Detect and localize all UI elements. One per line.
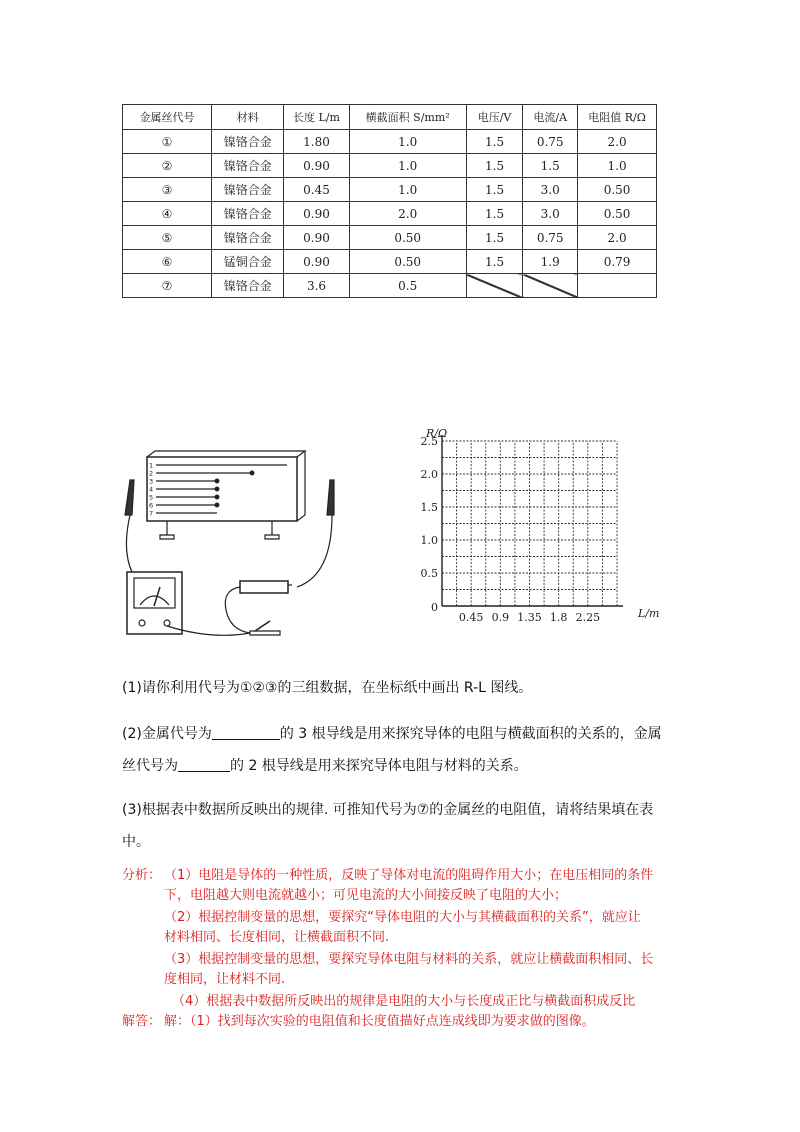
question-1	[122, 672, 682, 704]
analysis-section	[122, 866, 682, 1036]
wire-clip-to-ammeter	[126, 515, 132, 572]
board-label: 3	[149, 477, 154, 486]
wire-clip-to-battery	[297, 515, 332, 587]
x-tick-label: 1.35	[517, 611, 542, 624]
cell-area: 2.0	[349, 202, 466, 226]
x-tick-label: 1.8	[549, 611, 568, 624]
x-tick-label: 0.9	[491, 611, 510, 624]
cell-material: 镍铬合金	[212, 130, 284, 154]
cell-material: 镍铬合金	[212, 154, 284, 178]
table-header-row	[123, 105, 657, 130]
analysis-3-line-a: （3）根据控制变量的思想，要探究导体电阻与材料的关系，就应让横截面积相同、长	[164, 952, 654, 967]
board-wires	[156, 465, 287, 513]
answer-blank-area[interactable]	[212, 723, 280, 740]
cell-code: ②	[123, 154, 212, 178]
question-2-text-c: 丝代号为	[122, 758, 178, 774]
cell-length: 0.90	[284, 250, 349, 274]
resistance-data-table	[122, 104, 657, 298]
cell-current: 1.9	[523, 250, 578, 274]
board-labels	[149, 462, 153, 518]
cell-material: 镍铬合金	[212, 274, 284, 298]
graph-grid	[442, 441, 617, 606]
cell-length: 3.6	[284, 274, 349, 298]
cell-voltage: 1.5	[466, 202, 523, 226]
cell-length: 0.90	[284, 226, 349, 250]
rl-graph-paper[interactable]	[421, 427, 660, 624]
origin-label: 0	[431, 601, 438, 614]
answer-label: 解答：	[122, 1014, 162, 1029]
cell-code: ③	[123, 178, 212, 202]
header-current: 电流/A	[523, 105, 578, 130]
cell-length: 1.80	[284, 130, 349, 154]
cell-area: 1.0	[349, 178, 466, 202]
y-tick-label: 2.0	[420, 468, 438, 481]
table-row	[123, 202, 657, 226]
analysis-1-line-a: （1）电阻是导体的一种性质，反映了导体对电流的阻碍作用大小；在电压相同的条件	[164, 868, 654, 883]
board-label: 5	[149, 493, 154, 502]
cell-current: 3.0	[523, 178, 578, 202]
table-row	[123, 130, 657, 154]
question-3-text-a: (3)根据表中数据所反映出的规律. 可推知代号为⑦的金属丝的电阻值，请将结果填在表	[122, 802, 654, 818]
cell-resistance: 0.50	[578, 202, 657, 226]
table-row	[123, 226, 657, 250]
board-leg-right	[265, 521, 279, 539]
question-2	[122, 718, 682, 782]
analysis-2-line-a: （2）根据控制变量的思想，要探究“导体电阻的大小与其横截面积的关系”，就应让	[164, 910, 641, 925]
cell-resistance: 2.0	[578, 226, 657, 250]
cell-material: 锰铜合金	[212, 250, 284, 274]
cell-resistance: 1.0	[578, 154, 657, 178]
header-code: 金属丝代号	[123, 105, 212, 130]
cell-code: ⑦	[123, 274, 212, 298]
board-leg-left	[160, 521, 174, 539]
board-label: 7	[149, 509, 154, 518]
cell-voltage: 1.5	[466, 250, 523, 274]
cell-voltage: 1.5	[466, 178, 523, 202]
board-top-edge	[147, 451, 305, 457]
cell-voltage: 1.5	[466, 226, 523, 250]
header-voltage: 电压/V	[466, 105, 523, 130]
cell-area: 0.50	[349, 226, 466, 250]
question-2-text-a: (2)金属代号为	[122, 726, 212, 742]
answer-blank-material[interactable]	[178, 755, 230, 772]
board-label: 4	[149, 485, 154, 494]
clip-left-icon	[125, 480, 134, 515]
cell-code: ⑥	[123, 250, 212, 274]
y-tick-label: 2.5	[420, 435, 438, 448]
x-tick-label: 0.45	[458, 611, 484, 624]
cell-current: 0.75	[523, 226, 578, 250]
cell-code: ①	[123, 130, 212, 154]
cell-length: 0.90	[284, 202, 349, 226]
switch-base	[250, 631, 280, 635]
question-2-text-b: 的 3 根导线是用来探究导体的电阻与横截面积的关系的，金属	[279, 726, 662, 742]
cell-voltage-empty	[466, 274, 523, 298]
cell-material: 镍铬合金	[212, 226, 284, 250]
header-material: 材料	[212, 105, 284, 130]
x-axis-label: L/m	[638, 607, 660, 620]
switch-lever-icon	[255, 621, 270, 631]
cell-material: 镍铬合金	[212, 178, 284, 202]
question-1-text: (1)请你利用代号为①②③的三组数据，在坐标纸中画出 R-L 图线。	[122, 680, 533, 696]
board-label: 2	[149, 469, 154, 478]
cell-voltage: 1.5	[466, 130, 523, 154]
cell-length: 0.90	[284, 154, 349, 178]
cell-area: 1.0	[349, 130, 466, 154]
cell-resistance: 2.0	[578, 130, 657, 154]
ammeter-terminal-left	[139, 620, 145, 626]
cell-current: 0.75	[523, 130, 578, 154]
table-row	[123, 250, 657, 274]
table-row	[123, 274, 657, 298]
x-tick-label: 2.25	[575, 611, 601, 624]
circuit-diagram	[125, 451, 334, 635]
cell-area: 0.50	[349, 250, 466, 274]
analysis-3-line-b: 度相同，让材料不同.	[164, 972, 286, 987]
y-tick-label: 1.0	[420, 534, 438, 547]
cell-resistance: 0.50	[578, 178, 657, 202]
wire-battery-to-switch	[225, 587, 250, 633]
table-row	[123, 178, 657, 202]
battery-icon	[240, 581, 288, 593]
analysis-1-line-b: 下，电阻越大则电流就越小；可见电流的大小间接反映了电阻的大小；	[164, 888, 568, 903]
cell-code: ④	[123, 202, 212, 226]
clip-right-icon	[327, 480, 334, 515]
x-tick-labels	[459, 611, 600, 624]
cell-current: 1.5	[523, 154, 578, 178]
y-tick-label: 1.5	[420, 501, 438, 514]
board-label: 1	[149, 461, 154, 470]
table-row	[123, 154, 657, 178]
y-tick-labels	[421, 435, 439, 580]
cell-resistance-blank[interactable]	[578, 274, 657, 298]
question-3	[122, 794, 682, 858]
cell-code: ⑤	[123, 226, 212, 250]
analysis-2-line-b: 材料相同、长度相同，让横截面积不同.	[164, 930, 390, 945]
figure-svg	[122, 425, 660, 651]
header-length: 长度 L/m	[284, 105, 349, 130]
cell-current: 3.0	[523, 202, 578, 226]
cell-area: 1.0	[349, 154, 466, 178]
header-resistance: 电阻值 R/Ω	[578, 105, 657, 130]
cell-current-empty	[523, 274, 578, 298]
y-tick-label: 0.5	[420, 567, 438, 580]
board-side-edge	[297, 451, 305, 521]
analysis-label: 分析：	[122, 868, 162, 883]
question-3-text-b: 中。	[122, 834, 150, 850]
cell-voltage: 1.5	[466, 154, 523, 178]
analysis-4-line: （4）根据表中数据所反映出的规律是电阻的大小与长度成正比与横截面积成反比	[172, 994, 636, 1009]
header-area: 横截面积 S/mm²	[349, 105, 466, 130]
cell-area: 0.5	[349, 274, 466, 298]
experiment-figure	[122, 425, 660, 651]
question-2-text-d: 的 2 根导线是用来探究导体电阻与材料的关系。	[230, 758, 528, 774]
cell-length: 0.45	[284, 178, 349, 202]
cell-resistance: 0.79	[578, 250, 657, 274]
answer-text: 解：（1）找到每次实验的电阻值和长度值描好点连成线即为要求做的图像。	[164, 1014, 595, 1029]
y-axis-label: R/Ω	[426, 427, 448, 440]
cell-material: 镍铬合金	[212, 202, 284, 226]
board-label: 6	[149, 501, 154, 510]
ammeter-terminal-right	[164, 620, 170, 626]
